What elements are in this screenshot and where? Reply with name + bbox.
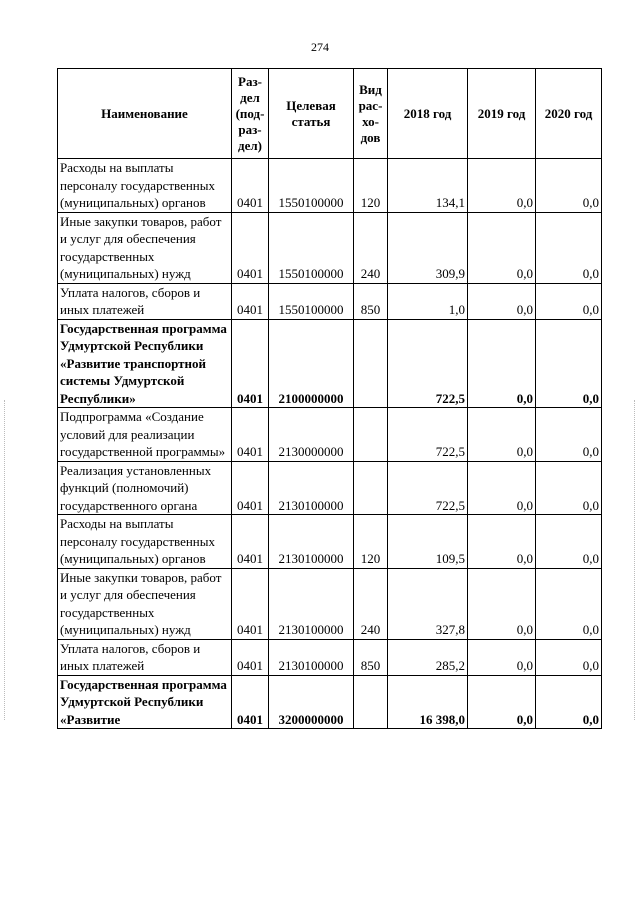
row-2018: 309,9 [388, 212, 468, 283]
header-2019: 2019 год [468, 69, 536, 159]
row-target: 3200000000 [269, 675, 354, 729]
table-row [58, 319, 602, 408]
row-section: 0401 [232, 283, 269, 319]
row-name: Расходы на выплаты персоналу государственных (муниципальных) органов [58, 159, 232, 213]
row-section: 0401 [232, 675, 269, 729]
row-name: Иные закупки товаров, работ и услуг для обеспечения государственных (муниципальных) нужд [58, 212, 232, 283]
row-2020: 0,0 [536, 159, 602, 213]
row-target: 2130100000 [269, 639, 354, 675]
table-row [58, 568, 602, 639]
header-2018: 2018 год [388, 69, 468, 159]
row-section: 0401 [232, 212, 269, 283]
row-type: 120 [354, 515, 388, 569]
table-row [58, 675, 602, 729]
row-2019: 0,0 [468, 319, 536, 408]
row-2019: 0,0 [468, 461, 536, 515]
header-section: Раз- дел (под- раз- дел) [232, 69, 269, 159]
page-edge-left [4, 400, 6, 720]
page-edge-right [634, 400, 636, 720]
row-2018: 722,5 [388, 408, 468, 462]
row-name: Уплата налогов, сборов и иных платежей [58, 283, 232, 319]
row-name: Государственная программа Удмуртской Республики «Развитие транспортной системы Удмуртской Республики» [58, 319, 232, 408]
row-target: 2130100000 [269, 515, 354, 569]
row-2020: 0,0 [536, 283, 602, 319]
row-2018: 285,2 [388, 639, 468, 675]
table-row [58, 159, 602, 213]
row-2020: 0,0 [536, 568, 602, 639]
row-section: 0401 [232, 408, 269, 462]
row-2020: 0,0 [536, 515, 602, 569]
row-target: 2130000000 [269, 408, 354, 462]
row-2020: 0,0 [536, 461, 602, 515]
row-section: 0401 [232, 159, 269, 213]
row-section: 0401 [232, 319, 269, 408]
row-target: 1550100000 [269, 212, 354, 283]
table-row [58, 461, 602, 515]
row-type [354, 408, 388, 462]
budget-table [57, 68, 602, 729]
row-2019: 0,0 [468, 639, 536, 675]
row-target: 2130100000 [269, 568, 354, 639]
row-2018: 16 398,0 [388, 675, 468, 729]
row-type: 850 [354, 283, 388, 319]
header-2020: 2020 год [536, 69, 602, 159]
row-type: 240 [354, 212, 388, 283]
table-row [58, 515, 602, 569]
row-2018: 722,5 [388, 461, 468, 515]
row-type: 240 [354, 568, 388, 639]
row-type [354, 461, 388, 515]
page-number: 274 [311, 40, 329, 54]
row-type [354, 319, 388, 408]
row-2020: 0,0 [536, 408, 602, 462]
row-2018: 722,5 [388, 319, 468, 408]
header-name: Наименование [58, 69, 232, 159]
row-2019: 0,0 [468, 515, 536, 569]
row-name: Расходы на выплаты персоналу государственных (муниципальных) органов [58, 515, 232, 569]
header-target: Целевая статья [269, 69, 354, 159]
row-name: Подпрограмма «Создание условий для реализации государственной программы» [58, 408, 232, 462]
row-type [354, 675, 388, 729]
table-row [58, 408, 602, 462]
row-2018: 134,1 [388, 159, 468, 213]
row-2019: 0,0 [468, 212, 536, 283]
row-name: Государственная программа Удмуртской Республики «Развитие [58, 675, 232, 729]
row-2020: 0,0 [536, 675, 602, 729]
table-row [58, 283, 602, 319]
row-2020: 0,0 [536, 319, 602, 408]
table-row [58, 639, 602, 675]
row-section: 0401 [232, 568, 269, 639]
row-2020: 0,0 [536, 639, 602, 675]
row-2018: 109,5 [388, 515, 468, 569]
table-header-row [58, 69, 602, 159]
table-row [58, 212, 602, 283]
row-target: 1550100000 [269, 159, 354, 213]
row-target: 2100000000 [269, 319, 354, 408]
row-2018: 327,8 [388, 568, 468, 639]
row-name: Реализация установленных функций (полномочий) государственного органа [58, 461, 232, 515]
row-section: 0401 [232, 639, 269, 675]
row-target: 1550100000 [269, 283, 354, 319]
row-2019: 0,0 [468, 408, 536, 462]
row-2019: 0,0 [468, 283, 536, 319]
row-name: Уплата налогов, сборов и иных платежей [58, 639, 232, 675]
row-section: 0401 [232, 515, 269, 569]
row-2019: 0,0 [468, 159, 536, 213]
row-2020: 0,0 [536, 212, 602, 283]
row-type: 850 [354, 639, 388, 675]
row-section: 0401 [232, 461, 269, 515]
row-target: 2130100000 [269, 461, 354, 515]
row-type: 120 [354, 159, 388, 213]
row-2019: 0,0 [468, 568, 536, 639]
row-2018: 1,0 [388, 283, 468, 319]
row-2019: 0,0 [468, 675, 536, 729]
header-type: Вид рас- хо- дов [354, 69, 388, 159]
row-name: Иные закупки товаров, работ и услуг для обеспечения государственных (муниципальных) нужд [58, 568, 232, 639]
